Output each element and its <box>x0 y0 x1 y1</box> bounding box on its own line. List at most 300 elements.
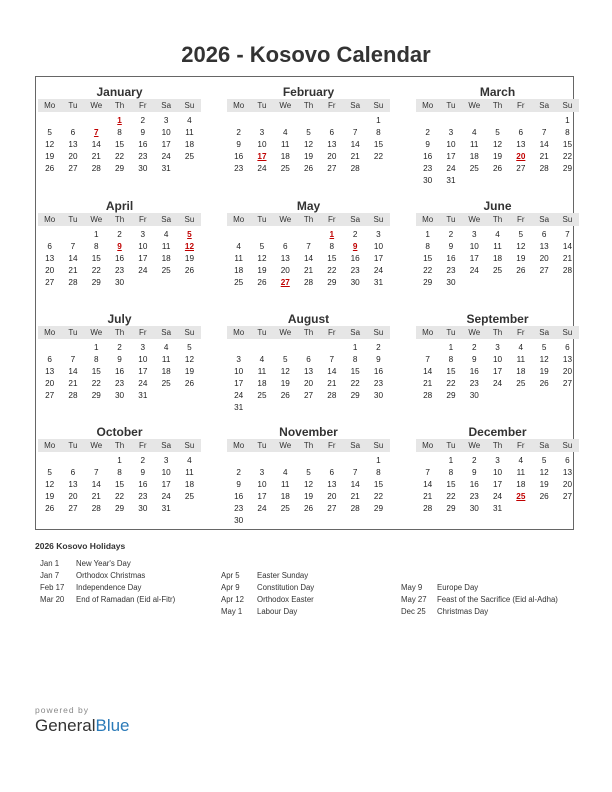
day-cell: 14 <box>68 367 78 376</box>
holidays-title: 2026 Kosovo Holidays <box>35 541 126 551</box>
day-cell: 7 <box>93 468 99 477</box>
day-cell: 10 <box>373 242 383 251</box>
weekday-label: Fr <box>517 328 525 337</box>
weekday-label: Sa <box>161 441 172 450</box>
day-cell: 24 <box>469 266 479 275</box>
day-cell: 9 <box>471 355 477 364</box>
day-cell: 5 <box>495 128 500 137</box>
day-cell: 10 <box>234 367 244 376</box>
day-cell: 10 <box>469 242 479 251</box>
day-cell: 15 <box>114 140 125 149</box>
weekday-header <box>416 213 579 226</box>
day-cell: 5 <box>187 343 192 352</box>
day-cell: 3 <box>471 230 477 239</box>
day-cell: 24 <box>446 164 456 173</box>
day-cell: 23 <box>234 504 244 513</box>
weekday-label: Th <box>492 441 503 450</box>
month-name: April <box>105 199 134 213</box>
day-cell: 24 <box>257 164 267 173</box>
day-cell: 9 <box>117 355 122 364</box>
day-cell: 1 <box>448 456 454 465</box>
holiday-date: 20 <box>516 152 526 161</box>
day-cell: 26 <box>516 266 526 275</box>
holiday-date: 12 <box>184 242 194 251</box>
day-cell: 30 <box>114 278 125 287</box>
day-cell: 6 <box>518 128 524 137</box>
month-name: November <box>279 425 338 439</box>
day-cell: 11 <box>493 242 502 251</box>
day-cell: 5 <box>306 468 311 477</box>
day-cell: 18 <box>280 152 290 161</box>
day-cell: 11 <box>280 480 290 489</box>
day-cell: 23 <box>423 164 433 173</box>
day-cell: 16 <box>423 152 433 161</box>
weekday-label: Th <box>114 328 125 337</box>
day-cell: 31 <box>492 504 503 513</box>
day-cell: 11 <box>257 367 267 376</box>
day-cell: 19 <box>539 367 549 376</box>
day-cell: 25 <box>280 164 290 173</box>
day-cell: 21 <box>423 379 433 388</box>
day-cell: 12 <box>303 480 314 489</box>
day-cell: 26 <box>303 504 314 513</box>
weekday-label: Su <box>184 441 195 450</box>
day-cell: 11 <box>234 254 243 263</box>
holiday-date: 1 <box>117 116 122 125</box>
weekday-label: Tu <box>446 328 456 337</box>
day-cell: 12 <box>303 140 314 149</box>
day-cell: 1 <box>352 343 358 352</box>
weekday-label: Mo <box>233 441 245 450</box>
day-cell: 31 <box>138 391 148 400</box>
weekday-label: Tu <box>68 441 78 450</box>
day-cell: 6 <box>565 343 570 352</box>
day-cell: 18 <box>184 480 194 489</box>
day-cell: 7 <box>352 468 358 477</box>
day-cell: 20 <box>303 379 314 388</box>
day-cell: 7 <box>541 128 547 137</box>
day-cell: 13 <box>68 480 78 489</box>
day-cell: 31 <box>161 164 171 173</box>
weekday-label: Su <box>373 441 384 450</box>
day-cell: 22 <box>423 266 433 275</box>
day-cell: 16 <box>138 140 148 149</box>
day-cell: 13 <box>68 140 78 149</box>
day-cell: 10 <box>161 128 171 137</box>
weekday-label: Th <box>114 101 125 110</box>
day-cell: 21 <box>350 152 360 161</box>
day-cell: 1 <box>376 116 381 125</box>
day-cell: 8 <box>448 355 454 364</box>
month-january <box>38 77 201 180</box>
weekday-label: Tu <box>257 328 267 337</box>
day-cell: 3 <box>259 128 265 137</box>
month-may <box>227 191 390 294</box>
day-cell: 17 <box>138 367 148 376</box>
day-cell: 14 <box>91 480 101 489</box>
month-october <box>38 417 201 520</box>
day-cell: 3 <box>163 456 169 465</box>
weekday-header <box>227 326 390 339</box>
holiday-date: 9 <box>117 242 122 251</box>
day-cell: 7 <box>70 242 76 251</box>
day-cell: 25 <box>469 164 479 173</box>
holiday-date-label: Jan 1 <box>40 559 60 568</box>
weekday-label: Tu <box>446 441 456 450</box>
day-cell: 12 <box>257 254 267 263</box>
day-cell: 13 <box>45 254 55 263</box>
holiday-name: Labour Day <box>257 607 298 616</box>
day-cell: 2 <box>448 230 454 239</box>
day-cell: 10 <box>446 140 456 149</box>
day-cell: 3 <box>163 116 169 125</box>
day-cell: 8 <box>376 128 381 137</box>
day-cell: 24 <box>257 504 267 513</box>
day-cell: 23 <box>138 152 148 161</box>
day-cell: 24 <box>138 379 148 388</box>
day-cell: 12 <box>492 140 503 149</box>
weekday-label: Su <box>373 215 384 224</box>
day-cell: 23 <box>114 379 125 388</box>
weekday-label: Fr <box>328 101 336 110</box>
weekday-label: Fr <box>517 101 525 110</box>
weekday-label: Su <box>562 328 573 337</box>
day-cell: 21 <box>303 266 314 275</box>
weekday-label: Sa <box>350 215 361 224</box>
holiday-name: Easter Sunday <box>257 571 309 580</box>
holiday-date: 27 <box>280 278 290 287</box>
day-cell: 14 <box>562 242 572 251</box>
day-cell: 28 <box>539 164 549 173</box>
weekday-header <box>227 99 390 112</box>
weekday-label: Mo <box>44 441 56 450</box>
calendar-grid <box>35 76 574 530</box>
day-cell: 6 <box>329 128 335 137</box>
day-cell: 23 <box>350 266 360 275</box>
day-cell: 29 <box>91 391 101 400</box>
day-cell: 19 <box>280 379 290 388</box>
day-cell: 15 <box>423 254 433 263</box>
weekday-label: Fr <box>328 328 336 337</box>
weekday-label: Sa <box>161 328 172 337</box>
weekday-label: Th <box>114 441 125 450</box>
day-cell: 18 <box>516 480 526 489</box>
day-cell: 5 <box>541 343 547 352</box>
day-cell: 22 <box>327 266 337 275</box>
day-cell: 14 <box>423 367 433 376</box>
day-cell: 12 <box>184 355 194 364</box>
weekday-label: Th <box>492 215 503 224</box>
weekday-label: We <box>90 441 103 450</box>
day-cell: 5 <box>518 230 524 239</box>
day-cell: 5 <box>259 242 265 251</box>
day-cell: 29 <box>327 278 337 287</box>
weekday-header <box>227 439 390 452</box>
day-cell: 22 <box>562 152 572 161</box>
day-cell: 16 <box>138 480 148 489</box>
day-cell: 22 <box>91 379 101 388</box>
day-cell: 29 <box>373 504 383 513</box>
day-cell: 21 <box>423 492 433 501</box>
holiday-name: Orthodox Easter <box>257 595 314 604</box>
day-cell: 14 <box>303 254 314 263</box>
day-cell: 27 <box>562 379 572 388</box>
weekday-label: Sa <box>161 215 172 224</box>
day-cell: 20 <box>45 379 55 388</box>
holiday-name: Christmas Day <box>437 607 489 616</box>
day-cell: 14 <box>423 480 433 489</box>
day-cell: 19 <box>45 492 55 501</box>
weekday-label: Tu <box>68 328 78 337</box>
holiday-name: Independence Day <box>76 583 142 592</box>
weekday-header <box>38 99 201 112</box>
day-cell: 24 <box>161 152 171 161</box>
day-cell: 29 <box>350 391 360 400</box>
month-december <box>416 417 579 520</box>
weekday-label: Sa <box>350 101 361 110</box>
day-cell: 30 <box>373 391 383 400</box>
day-cell: 1 <box>448 343 454 352</box>
day-cell: 28 <box>423 391 433 400</box>
day-cell: 4 <box>163 343 169 352</box>
day-cell: 19 <box>303 152 314 161</box>
day-cell: 21 <box>68 379 78 388</box>
day-cell: 30 <box>234 516 244 525</box>
day-cell: 13 <box>327 140 337 149</box>
day-cell: 8 <box>425 242 430 251</box>
day-cell: 18 <box>257 379 267 388</box>
day-cell: 11 <box>516 355 526 364</box>
day-cell: 23 <box>469 379 479 388</box>
weekday-label: Mo <box>422 215 434 224</box>
day-cell: 3 <box>140 343 146 352</box>
day-cell: 19 <box>492 152 503 161</box>
day-cell: 4 <box>282 468 288 477</box>
day-cell: 28 <box>303 278 314 287</box>
day-cell: 25 <box>161 266 171 275</box>
day-cell: 29 <box>446 391 456 400</box>
weekday-label: Tu <box>446 101 456 110</box>
day-cell: 25 <box>161 379 171 388</box>
weekday-header <box>416 439 579 452</box>
day-cell: 19 <box>303 492 314 501</box>
day-cell: 22 <box>373 492 383 501</box>
day-cell: 10 <box>138 242 148 251</box>
powered-by-text: powered by <box>35 705 89 715</box>
day-cell: 4 <box>518 343 524 352</box>
day-cell: 15 <box>446 367 456 376</box>
day-cell: 12 <box>516 242 526 251</box>
day-cell: 17 <box>138 254 148 263</box>
day-cell: 16 <box>114 254 125 263</box>
weekday-label: Mo <box>44 328 56 337</box>
day-cell: 6 <box>70 128 76 137</box>
day-cell: 2 <box>376 343 381 352</box>
day-cell: 11 <box>161 355 171 364</box>
brand-name-blue: Blue <box>95 716 130 735</box>
day-cell: 11 <box>185 128 194 137</box>
day-cell: 23 <box>469 492 479 501</box>
day-cell: 14 <box>327 367 337 376</box>
weekday-label: Su <box>373 328 384 337</box>
weekday-label: Sa <box>161 101 172 110</box>
day-cell: 20 <box>539 254 549 263</box>
weekday-label: Fr <box>139 441 147 450</box>
weekday-header <box>416 326 579 339</box>
day-cell: 30 <box>423 176 433 185</box>
day-cell: 22 <box>114 492 125 501</box>
weekday-label: Tu <box>68 101 78 110</box>
day-cell: 26 <box>280 391 290 400</box>
weekday-label: We <box>90 328 103 337</box>
weekday-label: We <box>90 101 103 110</box>
day-cell: 2 <box>471 343 477 352</box>
weekday-label: Th <box>303 101 314 110</box>
day-cell: 27 <box>45 391 55 400</box>
weekday-header <box>38 213 201 226</box>
day-cell: 19 <box>539 480 549 489</box>
day-cell: 12 <box>539 355 549 364</box>
day-cell: 2 <box>425 128 430 137</box>
day-cell: 6 <box>329 468 335 477</box>
day-cell: 20 <box>327 152 337 161</box>
day-cell: 7 <box>565 230 570 239</box>
day-cell: 21 <box>562 254 572 263</box>
holiday-date: 9 <box>352 242 358 251</box>
day-cell: 28 <box>562 266 572 275</box>
day-cell: 30 <box>350 278 360 287</box>
day-cell: 17 <box>446 152 456 161</box>
day-cell: 12 <box>45 480 55 489</box>
month-march <box>416 77 579 185</box>
day-cell: 16 <box>469 480 479 489</box>
day-cell: 8 <box>329 242 335 251</box>
day-cell: 10 <box>257 140 267 149</box>
day-cell: 27 <box>539 266 549 275</box>
day-cell: 17 <box>373 254 383 263</box>
day-cell: 25 <box>280 504 290 513</box>
weekday-label: Sa <box>350 441 361 450</box>
month-name: August <box>287 312 330 326</box>
weekday-label: Mo <box>422 328 434 337</box>
month-name: March <box>479 85 516 99</box>
weekday-label: Fr <box>139 101 147 110</box>
weekday-label: Fr <box>139 328 147 337</box>
day-cell: 10 <box>257 480 267 489</box>
day-cell: 17 <box>161 140 171 149</box>
day-cell: 23 <box>234 164 244 173</box>
day-cell: 11 <box>185 468 194 477</box>
day-cell: 26 <box>539 492 549 501</box>
day-cell: 6 <box>306 355 311 364</box>
day-cell: 21 <box>68 266 78 275</box>
month-april <box>38 191 201 294</box>
day-cell: 13 <box>562 355 572 364</box>
day-cell: 16 <box>350 254 360 263</box>
day-cell: 11 <box>469 140 479 149</box>
holiday-name: Feast of the Sacrifice (Eid al-Adha) <box>437 595 558 604</box>
day-cell: 9 <box>236 480 241 489</box>
day-cell: 20 <box>280 266 290 275</box>
day-cell: 9 <box>236 140 241 149</box>
day-cell: 10 <box>492 355 503 364</box>
holiday-date: 1 <box>329 230 335 239</box>
day-cell: 9 <box>448 242 454 251</box>
day-cell: 19 <box>257 266 267 275</box>
day-cell: 2 <box>140 116 146 125</box>
holiday-date: 17 <box>257 152 267 161</box>
day-cell: 17 <box>161 480 171 489</box>
weekday-label: We <box>468 441 481 450</box>
day-cell: 22 <box>446 379 456 388</box>
weekday-header <box>227 213 390 226</box>
day-cell: 21 <box>350 492 360 501</box>
day-cell: 10 <box>138 355 148 364</box>
day-cell: 8 <box>93 242 99 251</box>
day-cell: 8 <box>117 468 122 477</box>
day-cell: 18 <box>161 254 171 263</box>
day-cell: 18 <box>516 367 526 376</box>
holiday-date-label: May 1 <box>221 607 243 616</box>
day-cell: 10 <box>161 468 171 477</box>
day-cell: 18 <box>234 266 244 275</box>
month-name: May <box>296 199 321 213</box>
day-cell: 2 <box>140 456 146 465</box>
month-name: January <box>96 85 143 99</box>
day-cell: 30 <box>114 391 125 400</box>
day-cell: 25 <box>234 278 244 287</box>
day-cell: 1 <box>425 230 430 239</box>
weekday-label: Mo <box>422 101 434 110</box>
day-cell: 29 <box>114 504 125 513</box>
day-cell: 8 <box>93 355 99 364</box>
weekday-label: Su <box>562 215 573 224</box>
day-cell: 12 <box>45 140 55 149</box>
day-cell: 30 <box>446 278 456 287</box>
weekday-label: Sa <box>539 441 550 450</box>
weekday-label: Th <box>303 441 314 450</box>
weekday-label: Fr <box>517 441 525 450</box>
day-cell: 17 <box>492 480 503 489</box>
day-cell: 1 <box>93 230 99 239</box>
day-cell: 8 <box>448 468 454 477</box>
day-cell: 27 <box>303 391 314 400</box>
weekday-label: Mo <box>233 101 245 110</box>
day-cell: 22 <box>446 492 456 501</box>
holiday-date-label: Apr 12 <box>221 595 244 604</box>
month-september <box>416 304 579 407</box>
day-cell: 28 <box>68 278 78 287</box>
day-cell: 27 <box>45 278 55 287</box>
day-cell: 15 <box>373 140 383 149</box>
brand-name-general: General <box>35 716 96 735</box>
day-cell: 20 <box>68 492 78 501</box>
day-cell: 26 <box>45 164 55 173</box>
day-cell: 2 <box>471 456 477 465</box>
day-cell: 27 <box>68 504 78 513</box>
day-cell: 4 <box>471 128 477 137</box>
weekday-label: Mo <box>422 441 434 450</box>
day-cell: 22 <box>91 266 101 275</box>
day-cell: 19 <box>45 152 55 161</box>
day-cell: 30 <box>138 164 148 173</box>
day-cell: 16 <box>114 367 125 376</box>
day-cell: 6 <box>565 456 570 465</box>
weekday-label: Su <box>562 441 573 450</box>
day-cell: 18 <box>469 152 479 161</box>
day-cell: 18 <box>161 367 171 376</box>
day-cell: 31 <box>161 504 171 513</box>
